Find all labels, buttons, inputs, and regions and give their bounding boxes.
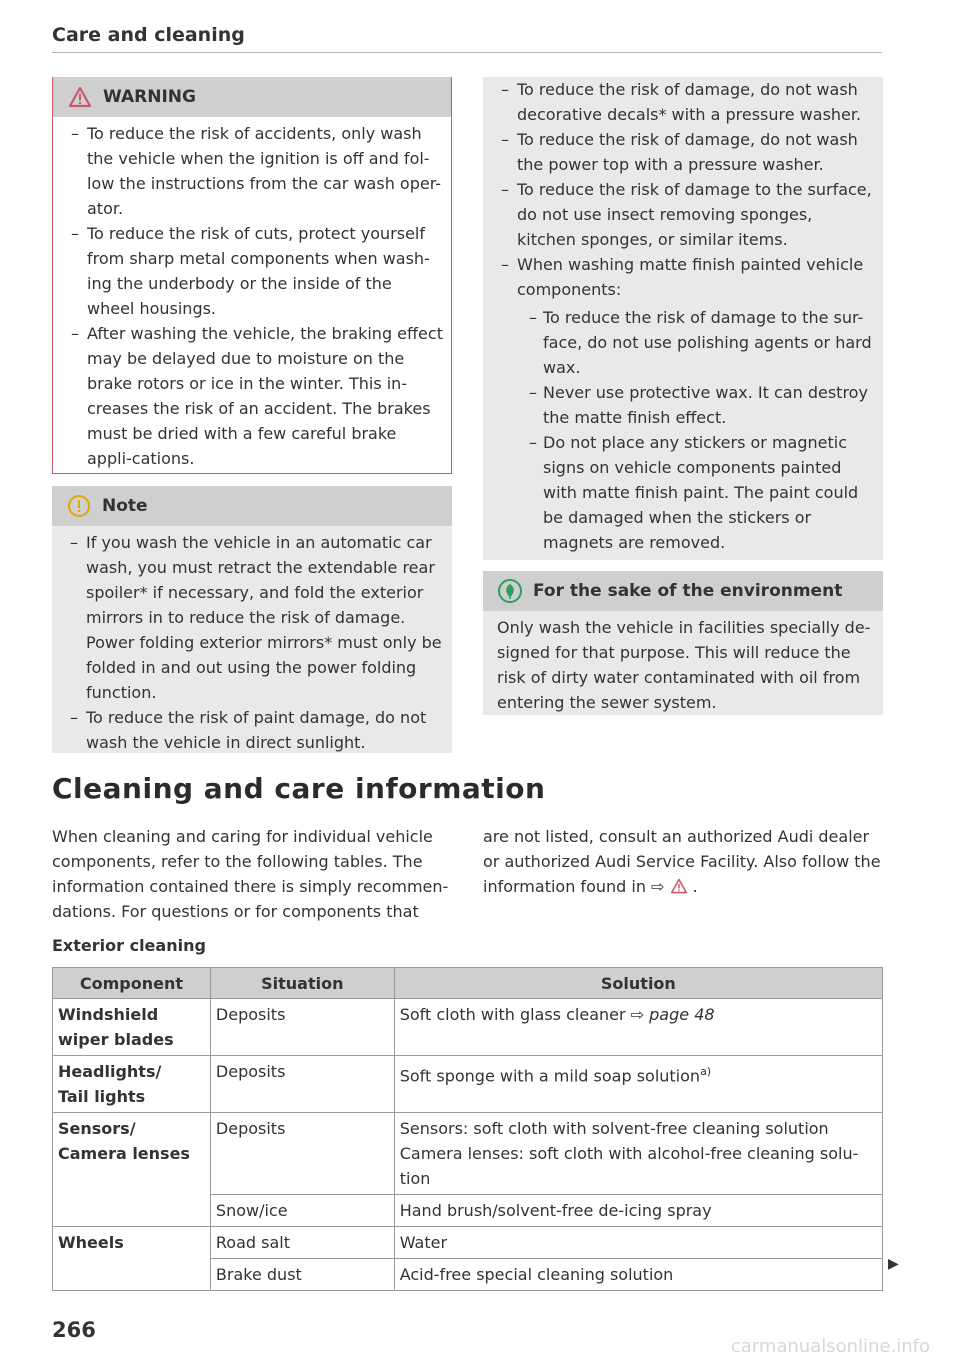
intro-left: When cleaning and caring for individual vehicle components, refer to the following tables. The information contained there is simply recommen-dations. For questions or for components that <box>52 827 449 921</box>
solution-cell: Acid-free special cleaning solution <box>394 1259 882 1291</box>
table-row <box>53 999 883 1056</box>
solution-cell: Hand brush/solvent-free de-icing spray <box>394 1195 882 1227</box>
warning-triangle-icon <box>65 86 95 108</box>
column-header: Solution <box>394 968 882 999</box>
intro-right-text: are not listed, consult an authorized Audi dealer or authorized Audi Service Facility. Also follow the information found in ⇨ <box>483 827 881 896</box>
situation-cell: Brake dust <box>210 1259 394 1291</box>
page-header-title: Care and cleaning <box>52 24 245 46</box>
watermark: carmanualsonline.info <box>730 1336 930 1357</box>
table-row <box>53 1227 883 1259</box>
component-line: Tail lights <box>58 1087 146 1106</box>
component-line: Headlights/ <box>58 1062 162 1081</box>
warning-title: WARNING <box>103 87 196 107</box>
warning-item: – To reduce the risk of cuts, protect yourself from sharp metal components when wash-ing the underbody or the inside of the wheel housings. <box>61 221 443 321</box>
intro-right <box>483 824 883 899</box>
table-header-row <box>53 968 883 999</box>
solution-cell <box>394 1113 882 1195</box>
table-row <box>53 1113 883 1195</box>
component-cell <box>53 1056 211 1113</box>
component-cell: Windshield wiper blades <box>53 999 211 1056</box>
matte-intro: When washing matte finish painted vehicle components: <box>517 255 864 299</box>
solution-line: Sensors: soft cloth with solvent-free cleaning solution <box>399 1119 829 1138</box>
matte-item: – Never use protective wax. It can destroy the matte finish effect. <box>517 380 875 430</box>
header-divider <box>52 52 882 53</box>
right-column <box>483 77 883 715</box>
note-box <box>52 486 452 753</box>
solution-text: Soft cloth with glass cleaner ⇨ <box>399 1005 645 1024</box>
situation-cell: Deposits <box>210 1113 394 1195</box>
intro-right-end: . <box>692 877 698 896</box>
component-cell <box>53 1113 211 1227</box>
warning-box <box>52 77 452 474</box>
note-title: Note <box>102 496 148 516</box>
solution-line: Camera lenses: soft cloth with alcohol-free cleaning solu-tion <box>399 1144 859 1188</box>
situation-cell: Road salt <box>210 1227 394 1259</box>
exterior-table <box>52 967 883 1291</box>
environment-box <box>483 571 883 715</box>
note-continued-item: – To reduce the risk of damage, do not wash the power top with a pressure washer. <box>491 127 875 177</box>
left-column <box>52 77 452 753</box>
leaf-icon <box>495 578 525 604</box>
info-circle-icon <box>64 494 94 518</box>
component-line: Sensors/ <box>58 1119 136 1138</box>
environment-title: For the sake of the environment <box>533 581 843 601</box>
footnote-mark: a) <box>700 1065 712 1078</box>
play-triangle-icon: ▶ <box>888 1256 899 1272</box>
component-line: Camera lenses <box>58 1144 190 1163</box>
matte-item: – Do not place any stickers or magnetic signs on vehicle components painted with matte finish paint. The paint could be damaged when the stickers or magnets are removed. <box>517 430 875 555</box>
table-row <box>53 1056 883 1113</box>
column-header: Situation <box>210 968 394 999</box>
matte-item: – To reduce the risk of damage to the sur-face, do not use polishing agents or hard wax. <box>517 305 875 380</box>
section-title: Cleaning and care information <box>52 772 546 805</box>
column-header: Component <box>53 968 211 999</box>
warning-item: – After washing the vehicle, the braking effect may be delayed due to moisture on the brake rotors or ice in the winter. This in-creases the risk of an accident. The brakes must be dried with a few careful brake appli-cations. <box>61 321 443 471</box>
warning-item: – To reduce the risk of accidents, only wash the vehicle when the ignition is off and fol-low the instructions from the car wash oper-ator. <box>61 121 443 221</box>
situation-cell: Deposits <box>210 1056 394 1113</box>
solution-text: Soft sponge with a mild soap solution <box>399 1066 701 1086</box>
solution-cell <box>394 1056 882 1113</box>
environment-header <box>483 571 883 611</box>
exterior-heading: Exterior cleaning <box>52 936 206 955</box>
situation-cell: Snow/ice <box>210 1195 394 1227</box>
note-list <box>60 530 444 755</box>
note-continued-box <box>483 77 883 560</box>
solution-cell <box>394 999 882 1056</box>
environment-text: Only wash the vehicle in facilities specially de-signed for that purpose. This will reduce the risk of dirty water contaminated with oil from entering the sewer system. <box>497 618 871 712</box>
note-item: – If you wash the vehicle in an automatic car wash, you must retract the extendable rear spoiler* if necessary, and fold the exterior mirrors in to reduce the risk of damage. Power folding exterior mirrors* must only be folded in and out using the power folding function. <box>60 530 444 705</box>
warning-ref-icon[interactable] <box>670 877 693 896</box>
note-continued-item: – To reduce the risk of damage to the surface, do not use insect removing sponges, kitchen sponges, or similar items. <box>491 177 875 252</box>
component-cell: Wheels <box>53 1227 211 1291</box>
solution-cell: Water <box>394 1227 882 1259</box>
note-continued-item <box>491 252 875 555</box>
note-continued-list <box>491 77 875 555</box>
warning-header <box>53 77 451 117</box>
note-item: – To reduce the risk of paint damage, do not wash the vehicle in direct sunlight. <box>60 705 444 755</box>
note-continued-item: – To reduce the risk of damage, do not wash decorative decals* with a pressure washer. <box>491 77 875 127</box>
situation-cell: Deposits <box>210 999 394 1056</box>
page-link[interactable]: page 48 <box>649 1005 715 1024</box>
matte-list <box>517 305 875 555</box>
page-number: 266 <box>52 1318 96 1342</box>
warning-list <box>61 121 443 471</box>
note-header <box>52 486 452 526</box>
